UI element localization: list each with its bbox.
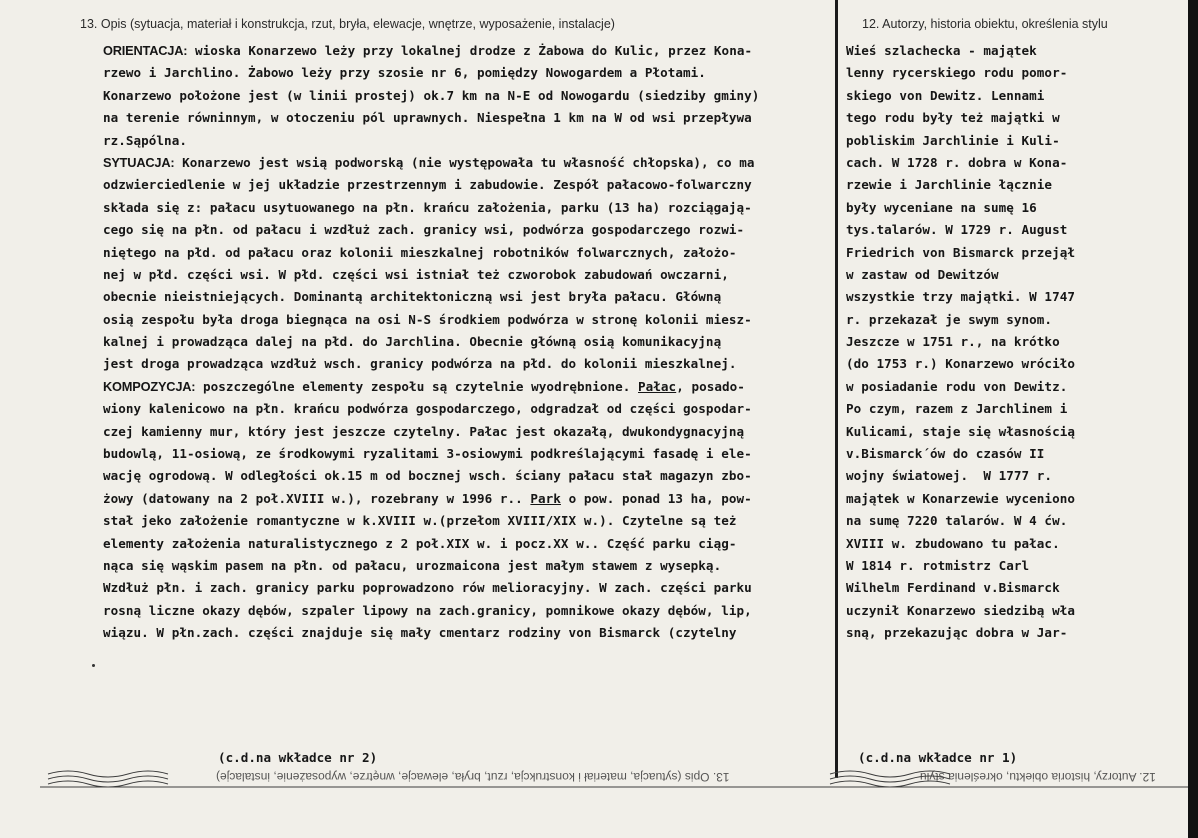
continuation-note-left: (c.d.na wkładce nr 2) bbox=[218, 750, 378, 765]
history-line: Wilhelm Ferdinand v.Bismarck bbox=[846, 580, 1060, 596]
line-text: nąca się wąskim pasem na płn. od pałacu, urozmaicona jest małym stawem z wysepką. bbox=[103, 557, 722, 573]
history-line: uczynił Konarzewo siedzibą wła bbox=[846, 602, 1075, 618]
section-keyword: SYTUACJA: bbox=[103, 154, 175, 170]
description-line bbox=[103, 107, 831, 129]
line-text: osią zespołu była droga biegnąca na osi N-S środkiem podwórza w stronę kolonii miesz- bbox=[103, 311, 752, 327]
description-line bbox=[103, 130, 831, 152]
history-line: cach. W 1728 r. dobra w Kona- bbox=[846, 154, 1068, 170]
description-line bbox=[103, 577, 831, 599]
history-line: v.Bismarck´ów do czasów II bbox=[846, 446, 1045, 462]
section-13-header: 13. Opis (sytuacja, materiał i konstrukcja, rzut, bryła, elewacje, wnętrze, wyposażenie, instalacje) bbox=[80, 17, 615, 31]
history-line: były wyceniane na sumę 16 bbox=[846, 199, 1037, 215]
next-form-strip bbox=[40, 766, 1188, 788]
history-line: tys.talarów. W 1729 r. August bbox=[846, 222, 1068, 238]
history-line: Wieś szlachecka - majątek bbox=[846, 43, 1037, 58]
history-line: majątek w Konarzewie wyceniono bbox=[846, 490, 1075, 506]
history-line: tego rodu były też majątki w bbox=[846, 110, 1060, 126]
column-divider bbox=[835, 0, 838, 778]
description-line bbox=[103, 443, 831, 465]
description-line bbox=[103, 219, 831, 241]
line-text: Konarzewo położone jest (w linii prostej) ok.7 km na N-E od Nowogardu (siedziby gminy) bbox=[103, 87, 760, 103]
description-line bbox=[103, 242, 831, 264]
history-line: lenny rycerskiego rodu pomor- bbox=[846, 65, 1068, 81]
line-text: kalnej i prowadząca dalej na płd. do Jarchlina. Obecnie główną osią komunikacyjną bbox=[103, 334, 722, 350]
line-text: rosną liczne okazy dębów, szpaler lipowy na zach.granicy, pomnikowe okazy dębów, lip, bbox=[103, 602, 752, 618]
section-12-header: 12. Autorzy, historia obiektu, określenia stylu bbox=[862, 17, 1108, 31]
line-text: żowy (datowany na 2 poł.XVIII w.), rozebrany w 1996 r.. bbox=[103, 490, 531, 506]
description-line bbox=[103, 62, 831, 84]
description-line bbox=[103, 353, 831, 375]
history-column bbox=[846, 40, 1106, 645]
underlined-term: Pałac bbox=[638, 378, 677, 394]
line-text: niętego na płd. od pałacu oraz kolonii mieszkalnej robotników folwarcznych, założo- bbox=[103, 244, 737, 260]
history-line: rzewie i Jarchlinie łącznie bbox=[846, 177, 1053, 193]
line-text: budowlą, 11-osiową, ze środkowymi ryzalitami 3-osiowymi podkreślającymi fasadę i ele- bbox=[103, 446, 752, 462]
history-line: wszystkie trzy majątki. W 1747 bbox=[846, 289, 1075, 305]
description-line bbox=[103, 421, 831, 443]
description-line bbox=[103, 555, 831, 577]
line-text: poszczególne elementy zespołu są czytelnie wyodrębnione. bbox=[195, 378, 639, 394]
description-line bbox=[103, 174, 831, 196]
line-text: jest droga prowadząca wzdłuż wsch. granicy podwórza na płd. do kolonii mieszkalnej. bbox=[103, 356, 737, 372]
scan-speck bbox=[92, 664, 95, 667]
continuation-note-right: (c.d.na wkładce nr 1) bbox=[858, 750, 1018, 765]
line-text: stał jeko założenie romantyczne w k.XVIII w.(przełom XVIII/XIX w.). Czytelne są też bbox=[103, 513, 737, 529]
line-text: elementy założenia naturalistycznego z 2 poł.XIX w. i pocz.XX w.. Część parku ciąg- bbox=[103, 535, 737, 551]
mirrored-section-13-header: 13. Opis (sytuacja, materiał i konstrukcja, rzut, bryła, elewacje, wnętrze, wyposażenie, instalacje) bbox=[216, 770, 730, 784]
description-line bbox=[103, 331, 831, 353]
line-text: odzwierciedlenie w jej układzie przestrzennym i zabudowie. Zespół pałacowo-folwarczny bbox=[103, 177, 752, 193]
line-text: cego się na płn. od pałacu i wzdłuż zach. granicy wsi, podwórza gospodarczego rozwi- bbox=[103, 222, 745, 238]
mirrored-section-12-header: 12. Autorzy, historia obiektu, określenia stylu bbox=[920, 770, 1156, 784]
description-line bbox=[103, 510, 831, 532]
line-text: wację ogrodową. W odległości ok.15 m od bocznej wsch. ściany pałacu stał magazyn zbo- bbox=[103, 468, 752, 484]
description-line bbox=[103, 622, 831, 644]
description-line bbox=[103, 152, 831, 174]
history-line: w zastaw od Dewitzów bbox=[846, 266, 999, 282]
description-line bbox=[103, 533, 831, 555]
history-line: Po czym, razem z Jarchlinem i bbox=[846, 401, 1068, 417]
description-line bbox=[103, 398, 831, 420]
page-edge-border bbox=[1188, 0, 1198, 838]
description-line bbox=[103, 40, 831, 62]
description-line bbox=[103, 264, 831, 286]
history-line: wojny światowej. W 1777 r. bbox=[846, 468, 1053, 484]
history-line: (do 1753 r.) Konarzewo wróciło bbox=[846, 356, 1075, 372]
line-text: na terenie równinnym, w otoczeniu pól uprawnych. Niespełna 1 km na W od wsi przepływa bbox=[103, 110, 752, 126]
history-line: Jeszcze w 1751 r., na krótko bbox=[846, 334, 1060, 350]
description-line bbox=[103, 465, 831, 487]
description-line bbox=[103, 600, 831, 622]
history-line: skiego von Dewitz. Lennami bbox=[846, 87, 1045, 103]
line-text: wiązu. W płn.zach. części znajduje się mały cmentarz rodziny von Bismarck (czytelny bbox=[103, 625, 737, 641]
description-line bbox=[103, 85, 831, 107]
history-line: w posiadanie rodu von Dewitz. bbox=[846, 378, 1068, 394]
history-line: r. przekazał je swym synom. bbox=[846, 311, 1053, 327]
line-text-tail: , posado- bbox=[676, 378, 745, 394]
line-text: Konarzewo jest wsią podworską (nie występowała tu własność chłopska), co ma bbox=[174, 154, 755, 170]
line-text: rzewo i Jarchlino. Żabowo leży przy szosie nr 6, pomiędzy Nowogardem a Płotami. bbox=[103, 65, 706, 81]
section-keyword: ORIENTACJA: bbox=[103, 43, 188, 58]
history-line: Friedrich von Bismarck przejął bbox=[846, 244, 1075, 260]
description-column bbox=[103, 40, 831, 645]
history-line: sną, przekazując dobra w Jar- bbox=[846, 625, 1068, 641]
history-line: Kulicami, staje się własnością bbox=[846, 423, 1075, 439]
underlined-term: Park bbox=[530, 490, 561, 506]
description-line bbox=[103, 286, 831, 308]
line-text: wiony kalenicowo na płn. krańcu podwórza gospodarczego, odgradzał od części gospodar- bbox=[103, 401, 752, 417]
description-line bbox=[103, 488, 831, 510]
history-line: pobliskim Jarchlinie i Kuli- bbox=[846, 132, 1060, 148]
section-keyword: KOMPOZYCJA: bbox=[103, 378, 196, 394]
line-text-tail: o pow. ponad 13 ha, pow- bbox=[560, 490, 752, 506]
history-line: W 1814 r. rotmistrz Carl bbox=[846, 557, 1030, 573]
history-line: na sumę 7220 talarów. W 4 ćw. bbox=[846, 513, 1068, 529]
line-text: wioska Konarzewo leży przy lokalnej drodze z Żabowa do Kulic, przez Kona- bbox=[187, 43, 753, 58]
line-text: czej kamienny mur, który jest jeszcze czytelny. Pałac jest okazałą, dwukondygnacyjną bbox=[103, 423, 745, 439]
line-text: obecnie nieistniejących. Dominantą architektoniczną wsi jest bryła pałacu. Główną bbox=[103, 289, 722, 305]
line-text: Wzdłuż płn. i zach. granicy parku poprowadzono rów melioracyjny. W zach. części parku bbox=[103, 580, 752, 596]
description-line bbox=[103, 376, 831, 398]
line-text: nej w płd. części wsi. W płd. części wsi istniał też czworobok zabudowań owczarni, bbox=[103, 266, 729, 282]
line-text: składa się z: pałacu usytuowanego na płn. krańcu założenia, parku (13 ha) rozciągają- bbox=[103, 199, 752, 215]
history-line: XVIII w. zbudowano tu pałac. bbox=[846, 535, 1060, 551]
description-line bbox=[103, 197, 831, 219]
line-text: rz.Sąpólna. bbox=[103, 132, 187, 148]
description-line bbox=[103, 309, 831, 331]
